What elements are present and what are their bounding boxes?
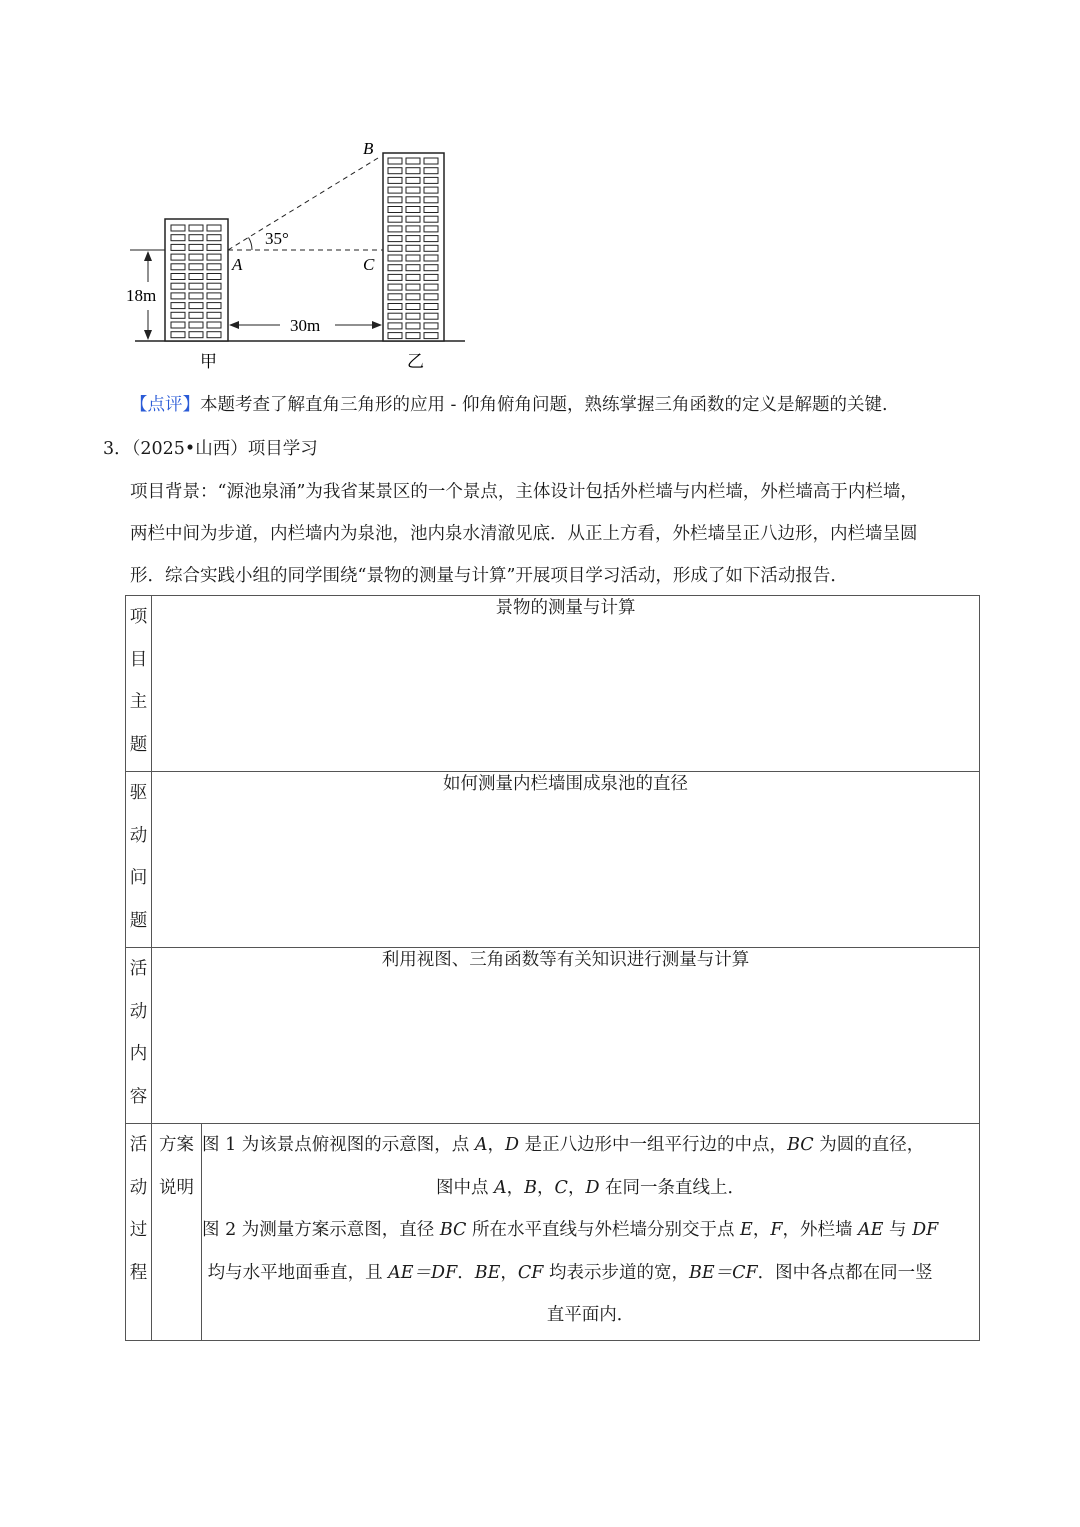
background-line-1: 项目背景：“源池泉涌”为我省某景区的一个景点，主体设计包括外栏墙与内栏墙，外栏墙高于内栏墙， — [130, 482, 918, 502]
desc-line-4: 均与水平地面垂直，且 AE＝DF．BE，CF 均表示步道的宽，BE＝CF．图中各点都在同一竖 — [207, 1262, 933, 1283]
row-content: 如何测量内栏墙围成泉池的直径 — [152, 772, 980, 948]
label-height: 18m — [126, 286, 157, 305]
desc-line-1: 图 1 为该景点俯视图的示意图，点 A，D 是正八边形中一组平行边的中点，BC 为圆的直径， — [202, 1135, 925, 1155]
table-row — [126, 1124, 980, 1341]
table-row — [126, 596, 980, 772]
row-head: 活 动 内 容 — [126, 948, 152, 1124]
angle-arc — [249, 238, 253, 251]
row-head: 驱 动 问 题 — [126, 772, 152, 948]
row-head: 活 动 过 程 — [126, 1124, 152, 1341]
plan-description — [202, 1124, 980, 1341]
comment-line — [130, 393, 888, 417]
distance-arrowhead-right — [372, 321, 382, 329]
building-diagram — [120, 130, 480, 380]
comment-tag: 【点评】 — [130, 395, 200, 415]
label-C: C — [363, 255, 375, 274]
background-line-3: 形．综合实践小组的同学围绕“景物的测量与计算”开展项目学习活动，形成了如下活动报告． — [130, 566, 848, 586]
background-line-2: 两栏中间为步道，内栏墙内为泉池，池内泉水清澈见底．从正上方看，外栏墙呈正八边形，内栏墙呈圆 — [130, 524, 918, 544]
activity-report-table — [125, 595, 980, 1341]
label-building-right: 乙 — [407, 352, 424, 371]
label-B: B — [363, 139, 374, 158]
sub-head: 方案 说明 — [152, 1124, 202, 1341]
height-arrowhead-down — [144, 330, 152, 340]
comment-text: 本题考查了解直角三角形的应用 - 仰角俯角问题，熟练掌握三角函数的定义是解题的关键. — [200, 395, 888, 415]
desc-line-2: 图中点 A，B，C，D 在同一条直线上． — [435, 1177, 746, 1198]
table-row — [126, 772, 980, 948]
row-content: 利用视图、三角函数等有关知识进行测量与计算 — [152, 948, 980, 1124]
desc-line-3: 图 2 为测量方案示意图，直径 BC 所在水平直线与外栏墙分别交于点 E，F，外栏墙 AE 与 DF — [202, 1220, 939, 1240]
line-AB — [228, 158, 378, 250]
row-head: 项 目 主 题 — [126, 596, 152, 772]
row-content: 景物的测量与计算 — [152, 596, 980, 772]
label-building-left: 甲 — [200, 352, 217, 371]
label-A: A — [232, 255, 243, 274]
building-diagram-svg — [120, 130, 480, 380]
label-distance: 30m — [290, 316, 321, 335]
problem-heading: 3．（2025•山西）项目学习 — [103, 439, 318, 459]
label-angle: 35° — [265, 229, 289, 248]
table-row — [126, 948, 980, 1124]
height-arrowhead-up — [144, 251, 152, 261]
desc-line-5: 直平面内． — [546, 1305, 635, 1325]
distance-arrowhead-left — [229, 321, 239, 329]
